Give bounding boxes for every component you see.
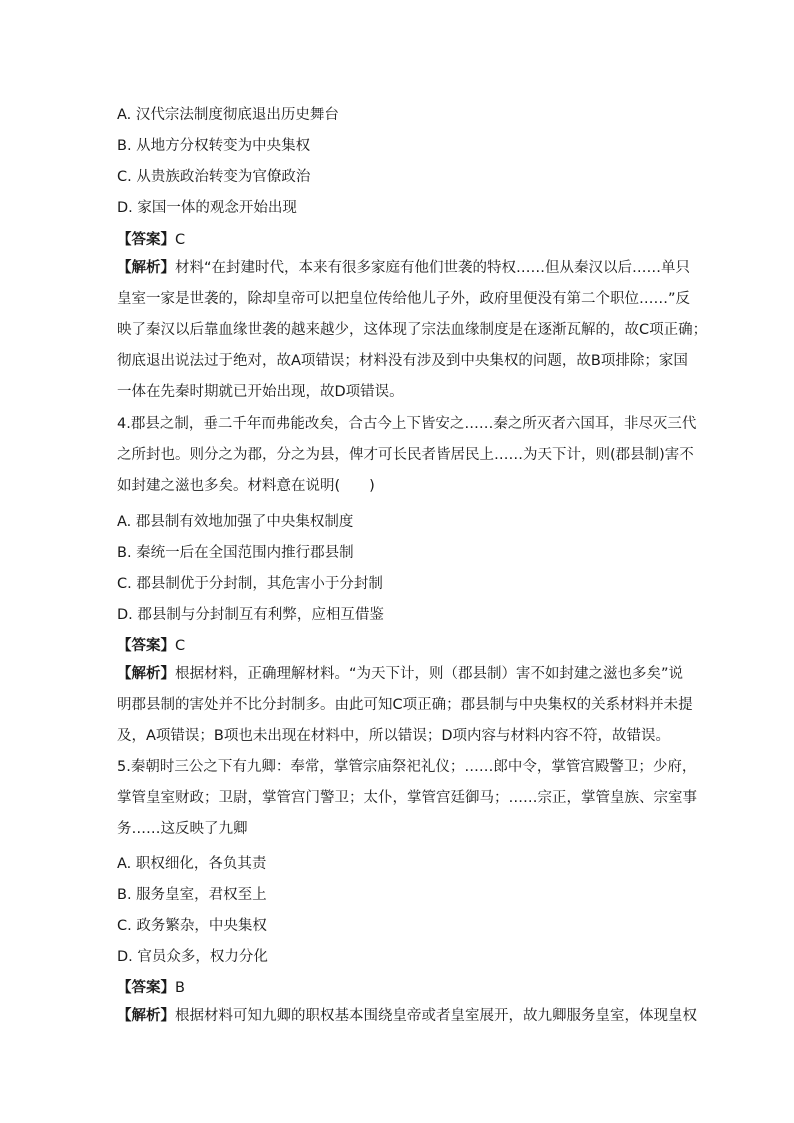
question-stem-line: 掌管皇室财政；卫尉，掌管宫门警卫；太仆，掌管宫廷御马；……宗正，掌管皇族、宗室事 [117,790,697,806]
q5-option-d: D. 官员众多，权力分化 [117,949,268,965]
q4-option-c: C. 郡县制优于分封制，其危害小于分封制 [117,576,383,592]
analysis-line: 一体在先秦时期就已开始出现，故D项错误。 [117,384,404,400]
answer-value: C [175,638,186,654]
analysis-line: 彻底退出说法过于绝对，故A项错误；材料没有涉及到中央集权的问题，故B项排除；家国 [117,353,688,369]
analysis-line: 及，A项错误；B项也未出现在材料中，所以错误；D项内容与材料内容不符，故错误。 [117,728,671,744]
q3-answer [117,228,185,249]
q4-answer [117,634,185,655]
question-stem-line: 之所封也。则分之为郡，分之为县，俾才可长民者皆居民上……为天下计，则(郡县制)害不 [117,447,694,463]
answer-label: 【答案】 [117,980,175,996]
q3-option-c: C. 从贵族政治转变为官僚政治 [117,169,311,185]
answer-value: B [175,980,185,996]
q5-analysis [117,1001,697,1032]
answer-label: 【答案】 [117,232,175,248]
analysis-line: 【解析】根据材料，正确理解材料。“为天下计，则（郡县制）害不如封建之滋也多矣”说 [117,666,684,682]
question-stem-line: 4.郡县之制，垂二千年而弗能改矣，合古今上下皆安之……秦之所灭者六国耳，非尽灭三代 [117,416,697,432]
analysis-line: 映了秦汉以后靠血缘世袭的越来越少，这体现了宗法血缘制度是在逐渐瓦解的，故C项正确； [117,322,708,338]
answer-value: C [175,232,186,248]
analysis-line: 皇室一家是世袭的，除却皇帝可以把皇位传给他儿子外，政府里便没有第二个职位……”反 [117,291,691,307]
q5-stem [117,752,697,845]
q5-option-a: A. 职权细化，各负其责 [117,856,267,872]
question-stem-line: 如封建之滋也多矣。材料意在说明( ) [117,478,375,494]
q5-answer [117,976,185,997]
analysis-label: 【解析】 [117,1008,175,1024]
q4-option-d: D. 郡县制与分封制互有利弊，应相互借鉴 [117,607,384,623]
q4-stem [117,409,697,502]
analysis-label: 【解析】 [117,666,175,682]
analysis-line: 【解析】材料“在封建时代，本来有很多家庭有他们世袭的特权……但从秦汉以后……单只 [117,260,691,276]
q5-option-b: B. 服务皇室，君权至上 [117,887,267,903]
q3-option-a: A. 汉代宗法制度彻底退出历史舞台 [117,107,339,123]
q3-option-b: B. 从地方分权转变为中央集权 [117,138,311,154]
q4-analysis [117,659,693,752]
q3-analysis [117,253,708,408]
question-stem-line: 5.秦朝时三公之下有九卿：奉常，掌管宗庙祭祀礼仪；……郎中令，掌管宫殿警卫；少府， [117,759,697,775]
q4-option-b: B. 秦统一后在全国范围内推行郡县制 [117,545,354,561]
analysis-label: 【解析】 [117,260,175,276]
q4-option-a: A. 郡县制有效地加强了中央集权制度 [117,514,354,530]
question-stem-line: 务……这反映了九卿 [117,821,248,837]
q3-option-d: D. 家国一体的观念开始出现 [117,200,297,216]
q5-option-c: C. 政务繁杂，中央集权 [117,918,267,934]
answer-label: 【答案】 [117,638,175,654]
analysis-line: 明郡县制的害处并不比分封制多。由此可知C项正确；郡县制与中央集权的关系材料并未提 [117,697,693,713]
analysis-line: 【解析】根据材料可知九卿的职权基本围绕皇帝或者皇室展开，故九卿服务皇室，体现皇权 [117,1008,697,1024]
